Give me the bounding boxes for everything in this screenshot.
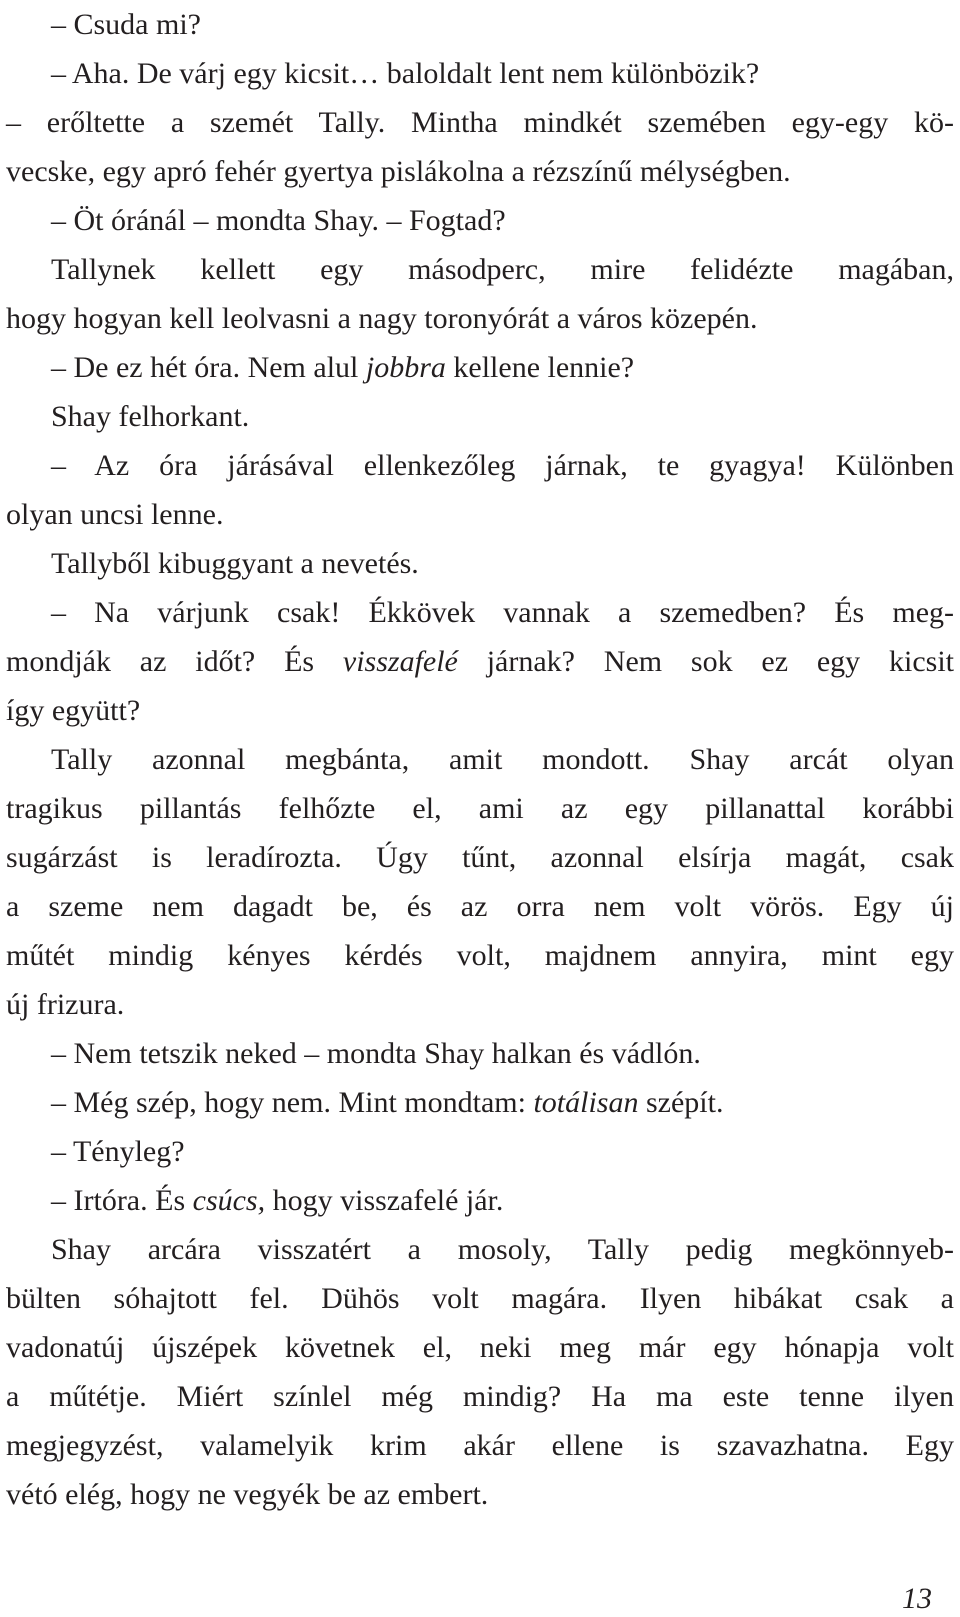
text-segment: a műtétje. Miért színlel még mindig? Ha ma este tenne ilyen [6, 1380, 954, 1413]
text-line [6, 0, 954, 49]
text-segment: – De ez hét óra. Nem alul [51, 351, 366, 384]
text-line [6, 1078, 954, 1127]
text-segment: bülten sóhajtott fel. Dühös volt magára. Ilyen hibákat csak a [6, 1282, 954, 1315]
text-line [6, 833, 954, 882]
text-line [6, 1470, 954, 1519]
text-line [6, 980, 954, 1029]
italic-text: totálisan [533, 1086, 639, 1119]
text-line [6, 882, 954, 931]
text-line [6, 784, 954, 833]
text-segment: – Csuda mi? [51, 8, 201, 41]
text-line [6, 98, 954, 147]
text-line [6, 490, 954, 539]
text-segment: vecske, egy apró fehér gyertya pislákolna a rézszínű mélységben. [6, 155, 791, 188]
text-line [6, 49, 954, 98]
text-line [6, 1323, 954, 1372]
text-line [6, 343, 954, 392]
text-line [6, 1176, 954, 1225]
text-segment: – Na várjunk csak! Ékkövek vannak a szemedben? És meg- [51, 596, 954, 629]
book-page [6, 0, 954, 1519]
text-segment: – Még szép, hogy nem. Mint mondtam: [51, 1086, 534, 1119]
page-number: 13 [902, 1582, 932, 1615]
text-segment: így együtt? [6, 694, 141, 727]
text-segment: Shay arcára visszatért a mosoly, Tally pedig megkönnyeb- [51, 1233, 954, 1266]
text-line [6, 735, 954, 784]
text-segment: járnak? Nem sok ez egy kicsit [457, 645, 954, 678]
text-segment: Tallynek kellett egy másodperc, mire felidézte magában, [51, 253, 954, 286]
body-text [6, 0, 954, 1519]
text-segment: vétó elég, hogy ne vegyék be az embert. [6, 1478, 489, 1511]
text-line [6, 294, 954, 343]
text-segment: – Tényleg? [51, 1135, 185, 1168]
text-line [6, 1127, 954, 1176]
text-line [6, 1372, 954, 1421]
text-segment: olyan uncsi lenne. [6, 498, 224, 531]
text-segment: – Öt óránál – mondta Shay. – Fogtad? [51, 204, 506, 237]
text-line [6, 441, 954, 490]
text-line [6, 392, 954, 441]
text-segment: szépít. [638, 1086, 724, 1119]
text-line [6, 686, 954, 735]
text-line [6, 1225, 954, 1274]
text-segment: – Irtóra. És [51, 1184, 193, 1217]
text-line [6, 1421, 954, 1470]
text-line [6, 637, 954, 686]
text-segment: – Nem tetszik neked – mondta Shay halkan és vádlón. [51, 1037, 701, 1070]
text-line [6, 196, 954, 245]
text-segment: – Aha. De várj egy kicsit… baloldalt lent nem különbözik? [51, 57, 760, 90]
italic-text: csúcs, [192, 1184, 266, 1217]
text-segment: hogy visszafelé jár. [265, 1184, 504, 1217]
text-segment: tragikus pillantás felhőzte el, ami az egy pillanattal korábbi [6, 792, 954, 825]
text-segment: műtét mindig kényes kérdés volt, majdnem annyira, mint egy [6, 939, 954, 972]
text-segment: kellene lennie? [445, 351, 635, 384]
text-line [6, 147, 954, 196]
text-segment: hogy hogyan kell leolvasni a nagy toronyórát a város közepén. [6, 302, 758, 335]
text-segment: megjegyzést, valamelyik krim akár ellene is szavazhatna. Egy [6, 1429, 954, 1462]
text-segment: Tally azonnal megbánta, amit mondott. Shay arcát olyan [51, 743, 954, 776]
text-line [6, 588, 954, 637]
text-segment: mondják az időt? És [6, 645, 343, 678]
text-line [6, 245, 954, 294]
text-segment: vadonatúj újszépek követnek el, neki meg már egy hónapja volt [6, 1331, 954, 1364]
text-segment: Tallyből kibuggyant a nevetés. [51, 547, 419, 580]
text-segment: – erőltette a szemét Tally. Mintha mindkét szemében egy-egy kö- [6, 106, 954, 139]
text-segment: új frizura. [6, 988, 125, 1021]
italic-text: visszafelé [342, 645, 458, 678]
text-line [6, 1274, 954, 1323]
text-line [6, 539, 954, 588]
text-line [6, 1029, 954, 1078]
text-segment: a szeme nem dagadt be, és az orra nem volt vörös. Egy új [6, 890, 954, 923]
text-segment: Shay felhorkant. [51, 400, 250, 433]
italic-text: jobbra [365, 351, 446, 384]
text-segment: – Az óra járásával ellenkezőleg járnak, te gyagya! Különben [51, 449, 954, 482]
text-segment: sugárzást is leradírozta. Úgy tűnt, azonnal elsírja magát, csak [6, 841, 954, 874]
text-line [6, 931, 954, 980]
